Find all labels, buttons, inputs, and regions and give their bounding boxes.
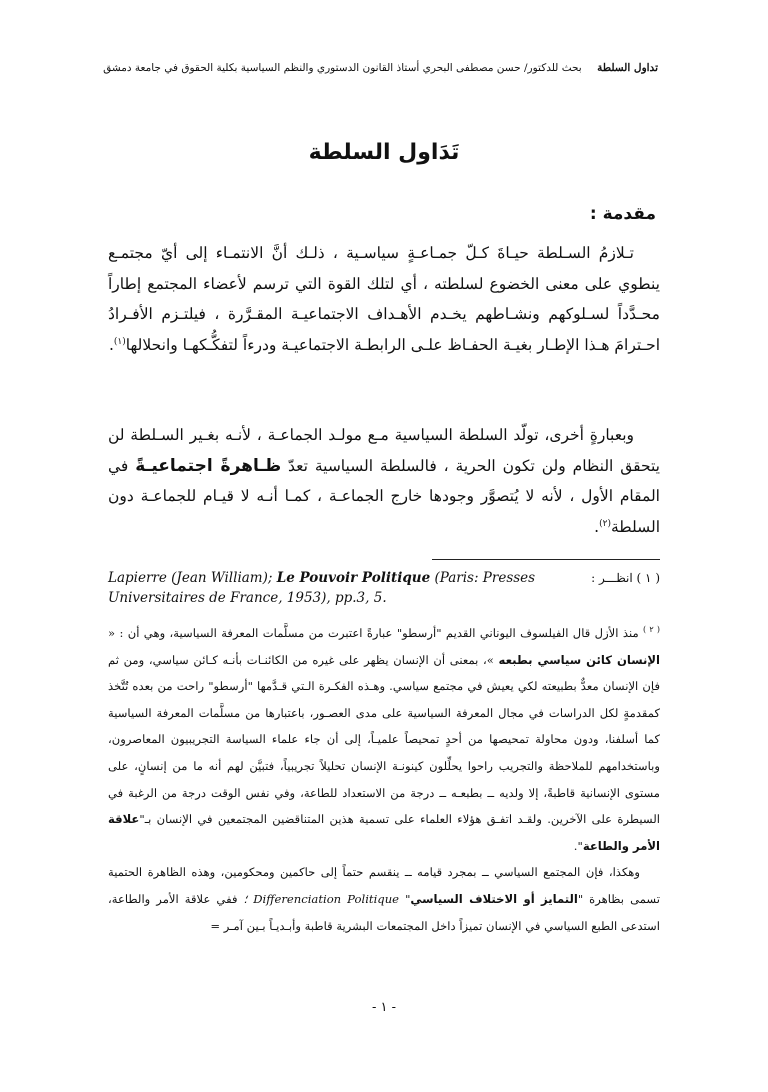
paragraph-2-end: . — [594, 517, 600, 536]
paragraph-1-text: تـلازمُ السـلطة حيـاةَ كـلّ جمـاعـةٍ سياسـية ، ذلـك أنَّ الانتمـاء إلى أيّ مجتمـع ينطوي على معنى الخضوع لسلطته ، أي لتلك القوة التي ترسم لأعضاء المجتمع إطاراً محـدَّداً لسـلوكهم ونشـاطهم يخـدم الأهـداف الاجتماعيـة المقـرَّرة ، فيلتـزم الأفـرادُ احـترامَ هـذا الإطـار بغيـة الحفـاظ علـى الرابطـة الاجتماعيـة ودرءاً لتفكُّـكهـا وانحلالها — [108, 244, 660, 354]
footnote-2-text-b: »، بمعنى أن الإنسان يظهر على غيره من الكائنـات بأنـه كـائن سياسي، ومن ثم فإن الإنسان معدٌّ بطبيعته لكي يعيش في مجتمع سياسي. وهـذه الفكـرة الـتي قـدَّمها "أرسطو" راحت من بعده تُتَّخذ كمقدمةٍ لكل الدراسات في مجال المعرفة السياسية على مدى العصـور، باعتبارها من مسلَّمات المعرفة السياسية كما أسلفنا، ودون محاولة تمحيصها من أحدٍ تمحيصاً علميـاً، إلى أن جاء علماء السياسة التجريبيون المعاصرون، وباستخدامهم للملاحظة والتجريب راحوا يحلِّلون كينونـة الإنسان تحليلاً تجريبياً، فتبيَّن لهم أنه ما من إنسانٍ، على مستوى الإنسانية قاطبةً، إلا ولديه ــ بطبعـه ــ درجة من الاستعداد للطاعة، وفي نفس الوقت درجة من الرغبة في السيطرة على الآخرين. ولقـد اتفـق هؤلاء العلماء على تسمية هذين المتناقضين المجتمعين في الإنسان بـ" — [108, 652, 660, 827]
footnote-1-book-title: Le Pouvoir Politique — [276, 570, 431, 586]
footnote-ref-1[interactable]: (١) — [113, 336, 126, 347]
footnote-2-para2-latin: " Differenciation Politique ؛ — [243, 891, 411, 906]
footnote-1-publisher-b: Universitaires de France, 1953), pp.3, 5. — [108, 590, 387, 606]
running-header-title: تداول السلطة — [597, 62, 658, 74]
paragraph-2-text-a: وبعبارةٍ أخرى، تولّد السلطة السياسية مـع مولـد الجماعـة ، لأنـه بغـير السـلطة لن يتحقق النظام ولن تكون الحرية ، فالسلطة السياسية تعدّ — [108, 426, 660, 475]
footnote-2-marker: ( ٢ ) — [643, 625, 660, 635]
paragraph-1-end: . — [108, 335, 114, 354]
footnote-2-para2-a: وهكذا، فإن المجتمع السياسي ــ بمجرد قيامه ــ ينقسم حتماً إلى حاكمين ومحكومين، وهذه الظاهرة الحتمية تسمى بظاهرة " — [108, 865, 661, 906]
footnote-1-marker: ( ١ ) — [636, 571, 660, 585]
footnote-2-bold-term: علاقة الأمر والطاعة — [108, 812, 660, 853]
page-title: تَدَاول السلطة — [308, 140, 460, 165]
footnote-2-text-c: ". — [573, 838, 583, 853]
paragraph-2-emphasis: ظـاهرةً اجتماعيـةً — [135, 455, 282, 476]
running-header — [103, 62, 658, 74]
footnote-2 — [108, 620, 660, 939]
running-header-text: بحث للدكتور/ حسن مصطفى البحري أستاذ القانون الدستوري والنظم السياسية بكلية الحقوق في جامعة دمشق — [103, 62, 582, 74]
footnote-1-arabic — [591, 568, 660, 588]
footnote-1-publisher-a: (Paris: Presses — [434, 570, 536, 586]
footnote-2-para2-b: ففي علاقة الأمر والطاعة، استدعى الطبع السياسي في الإنسان تميزاً داخل المجتمعات البشرية قاطبة وأبـديـاً بـين آمـر = — [108, 891, 660, 933]
footnote-1 — [108, 568, 660, 608]
paragraph-2-text-b: في المقام الأول ، لأنه لا يُتصوَّر وجودها خارج الجماعـة ، كمـا أنـه لا قيـام للجماعـة دون السلطة — [108, 456, 660, 536]
footnote-separator — [432, 559, 660, 560]
footnote-2-text-a: منذ الأزل قال الفيلسوف اليوناني القديم "أرسطو" عبارةً اعتبرت من مسلَّمات المعرفة السياسية، وهي أن : « — [108, 626, 639, 640]
footnote-1-see: انظـــر : — [591, 571, 633, 585]
footnote-2-bold-quote: الإنسان كائن سياسي بطبعه — [498, 652, 661, 667]
paragraph-1 — [108, 238, 660, 360]
footnote-2-para2-bold: التمايز أو الاختلاف السياسي — [410, 891, 578, 906]
footnote-1-citation-line1 — [108, 568, 535, 588]
footnote-1-author: Lapierre (Jean William); — [108, 570, 273, 586]
paragraph-2 — [108, 420, 660, 542]
section-heading-introduction: مقدمة : — [589, 204, 656, 224]
footnote-ref-2[interactable]: (٢) — [599, 518, 611, 529]
page-number: - ١ - — [371, 1000, 397, 1015]
